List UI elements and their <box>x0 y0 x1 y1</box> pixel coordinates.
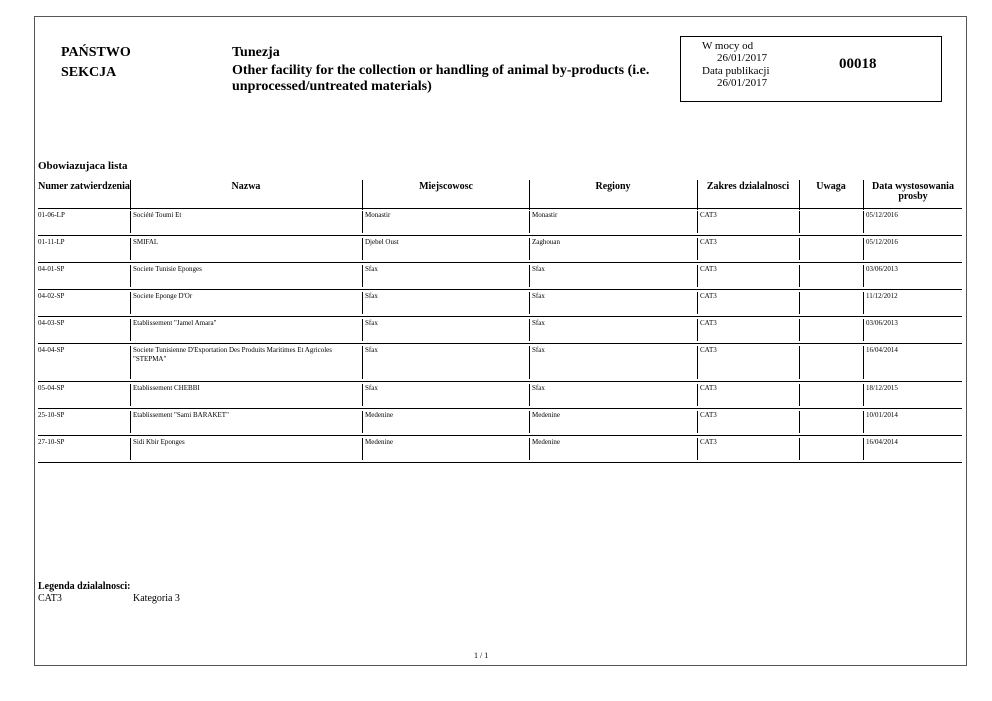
cell-name: Etablissement "Sami BARAKET" <box>133 411 229 419</box>
cell-date: 05/12/2016 <box>866 238 898 246</box>
section-label: SEKCJA <box>61 65 117 80</box>
cell-region: Sfax <box>532 346 545 354</box>
row-rule <box>38 316 962 317</box>
cell-city: Sfax <box>365 265 378 273</box>
cell-number: 25-10-SP <box>38 411 65 419</box>
column-header-number: Numer zatwierdzenia <box>38 181 130 192</box>
cell-date: 16/04/2014 <box>866 438 898 446</box>
header-divider <box>529 180 530 210</box>
cell-name: Etablissement "Jamel Amara" <box>133 319 217 327</box>
cell-divider <box>130 411 131 433</box>
row-rule <box>38 408 962 409</box>
cell-divider <box>529 211 530 233</box>
cell-city: Sfax <box>365 319 378 327</box>
cell-name: Societe Tunisienne D'Exportation Des Produits Maritimes Et Agricoles "STEPMA" <box>133 346 332 363</box>
cell-region: Sfax <box>532 319 545 327</box>
cell-divider <box>799 319 800 341</box>
cell-activity: CAT3 <box>700 265 717 273</box>
cell-divider <box>863 411 864 433</box>
cell-activity: CAT3 <box>700 292 717 300</box>
cell-divider <box>130 319 131 341</box>
cell-divider <box>799 346 800 379</box>
cell-number: 04-01-SP <box>38 265 65 273</box>
cell-divider <box>362 346 363 379</box>
country-name: Tunezja <box>232 45 280 60</box>
header-divider <box>863 180 864 210</box>
page-number: 1 / 1 <box>474 651 489 660</box>
cell-date: 03/06/2013 <box>866 319 898 327</box>
row-rule <box>38 462 962 463</box>
cell-region: Sfax <box>532 292 545 300</box>
cell-city: Medenine <box>365 438 393 446</box>
cell-number: 05-04-SP <box>38 384 65 392</box>
cell-divider <box>362 319 363 341</box>
cell-divider <box>130 292 131 314</box>
publication-label: Data publikacji <box>702 65 770 77</box>
state-label: PAŃSTWO <box>61 45 131 60</box>
cell-city: Monastir <box>365 211 391 219</box>
cell-divider <box>529 346 530 379</box>
cell-divider <box>697 211 698 233</box>
cell-date: 03/06/2013 <box>866 265 898 273</box>
cell-activity: CAT3 <box>700 319 717 327</box>
cell-divider <box>529 319 530 341</box>
cell-divider <box>130 265 131 287</box>
row-rule <box>38 235 962 236</box>
cell-name: Etablissement CHEBBI <box>133 384 200 392</box>
cell-activity: CAT3 <box>700 411 717 419</box>
cell-divider <box>362 238 363 260</box>
cell-divider <box>799 265 800 287</box>
cell-name: Société Toumi Et <box>133 211 182 219</box>
cell-divider <box>130 384 131 406</box>
column-header-activity: Zakres dzialalnosci <box>706 181 790 192</box>
column-header-date: Data wystosowania prosby <box>872 181 954 202</box>
cell-activity: CAT3 <box>700 384 717 392</box>
cell-divider <box>863 384 864 406</box>
cell-divider <box>362 292 363 314</box>
cell-activity: CAT3 <box>700 346 717 354</box>
cell-name: SMIFAL <box>133 238 159 246</box>
cell-region: Medenine <box>532 438 560 446</box>
cell-date: 10/01/2014 <box>866 411 898 419</box>
cell-divider <box>697 238 698 260</box>
row-rule <box>38 343 962 344</box>
legend-title: Legenda dzialalnosci: <box>38 581 131 592</box>
cell-number: 27-10-SP <box>38 438 65 446</box>
valid-from-date: 26/01/2017 <box>717 52 768 64</box>
cell-name: Societe Tunisie Eponges <box>133 265 202 273</box>
cell-city: Sfax <box>365 346 378 354</box>
cell-activity: CAT3 <box>700 438 717 446</box>
cell-divider <box>799 438 800 460</box>
valid-from-label: W mocy od <box>702 40 754 52</box>
cell-divider <box>863 438 864 460</box>
cell-date: 18/12/2015 <box>866 384 898 392</box>
cell-divider <box>799 211 800 233</box>
cell-divider <box>362 265 363 287</box>
cell-city: Djebel Oust <box>365 238 399 246</box>
cell-divider <box>799 411 800 433</box>
cell-divider <box>130 346 131 379</box>
cell-divider <box>130 211 131 233</box>
cell-date: 11/12/2012 <box>866 292 898 300</box>
cell-divider <box>130 438 131 460</box>
header-divider <box>697 180 698 210</box>
cell-number: 01-11-LP <box>38 238 65 246</box>
cell-divider <box>529 292 530 314</box>
cell-divider <box>529 411 530 433</box>
document-number: 00018 <box>839 56 877 72</box>
row-rule <box>38 381 962 382</box>
cell-divider <box>863 238 864 260</box>
cell-divider <box>799 384 800 406</box>
cell-number: 04-02-SP <box>38 292 65 300</box>
cell-divider <box>529 238 530 260</box>
cell-number: 04-04-SP <box>38 346 65 354</box>
cell-divider <box>863 346 864 379</box>
cell-divider <box>863 319 864 341</box>
cell-region: Medenine <box>532 411 560 419</box>
list-title: Obowiazujaca lista <box>38 160 128 172</box>
cell-divider <box>529 438 530 460</box>
cell-activity: CAT3 <box>700 211 717 219</box>
cell-divider <box>362 411 363 433</box>
row-rule <box>38 289 962 290</box>
cell-date: 05/12/2016 <box>866 211 898 219</box>
cell-name: Sidi Kbir Eponges <box>133 438 185 446</box>
cell-divider <box>863 292 864 314</box>
cell-activity: CAT3 <box>700 238 717 246</box>
cell-divider <box>863 265 864 287</box>
cell-region: Monastir <box>532 211 558 219</box>
cell-divider <box>529 384 530 406</box>
cell-region: Sfax <box>532 384 545 392</box>
cell-city: Sfax <box>365 292 378 300</box>
legend-code: CAT3 <box>38 593 62 604</box>
cell-divider <box>697 346 698 379</box>
section-name: Other facility for the collection or handling of animal by-products (i.e. unprocessed/untreated materials) <box>232 63 650 94</box>
cell-divider <box>130 238 131 260</box>
cell-divider <box>697 411 698 433</box>
cell-divider <box>697 319 698 341</box>
cell-number: 04-03-SP <box>38 319 65 327</box>
column-header-remark: Uwaga <box>816 181 846 192</box>
cell-city: Sfax <box>365 384 378 392</box>
header-divider <box>362 180 363 210</box>
publication-date: 26/01/2017 <box>717 77 768 89</box>
cell-number: 01-06-LP <box>38 211 65 219</box>
cell-divider <box>697 292 698 314</box>
cell-name: Societe Eponge D'Or <box>133 292 193 300</box>
cell-divider <box>799 238 800 260</box>
column-header-region: Regiony <box>595 181 631 192</box>
cell-divider <box>697 438 698 460</box>
page-frame <box>34 16 967 666</box>
header-rule <box>38 208 962 209</box>
cell-divider <box>697 384 698 406</box>
header-divider <box>799 180 800 210</box>
cell-divider <box>362 384 363 406</box>
cell-divider <box>863 211 864 233</box>
cell-divider <box>362 438 363 460</box>
cell-divider <box>362 211 363 233</box>
cell-region: Zaghouan <box>532 238 560 246</box>
cell-region: Sfax <box>532 265 545 273</box>
cell-city: Medenine <box>365 411 393 419</box>
cell-date: 16/04/2014 <box>866 346 898 354</box>
cell-divider <box>529 265 530 287</box>
cell-divider <box>799 292 800 314</box>
column-header-city: Miejscowosc <box>419 181 473 192</box>
column-header-name: Nazwa <box>231 181 261 192</box>
legend-description: Kategoria 3 <box>133 593 180 604</box>
row-rule <box>38 435 962 436</box>
cell-divider <box>697 265 698 287</box>
row-rule <box>38 262 962 263</box>
header-divider <box>130 180 131 210</box>
